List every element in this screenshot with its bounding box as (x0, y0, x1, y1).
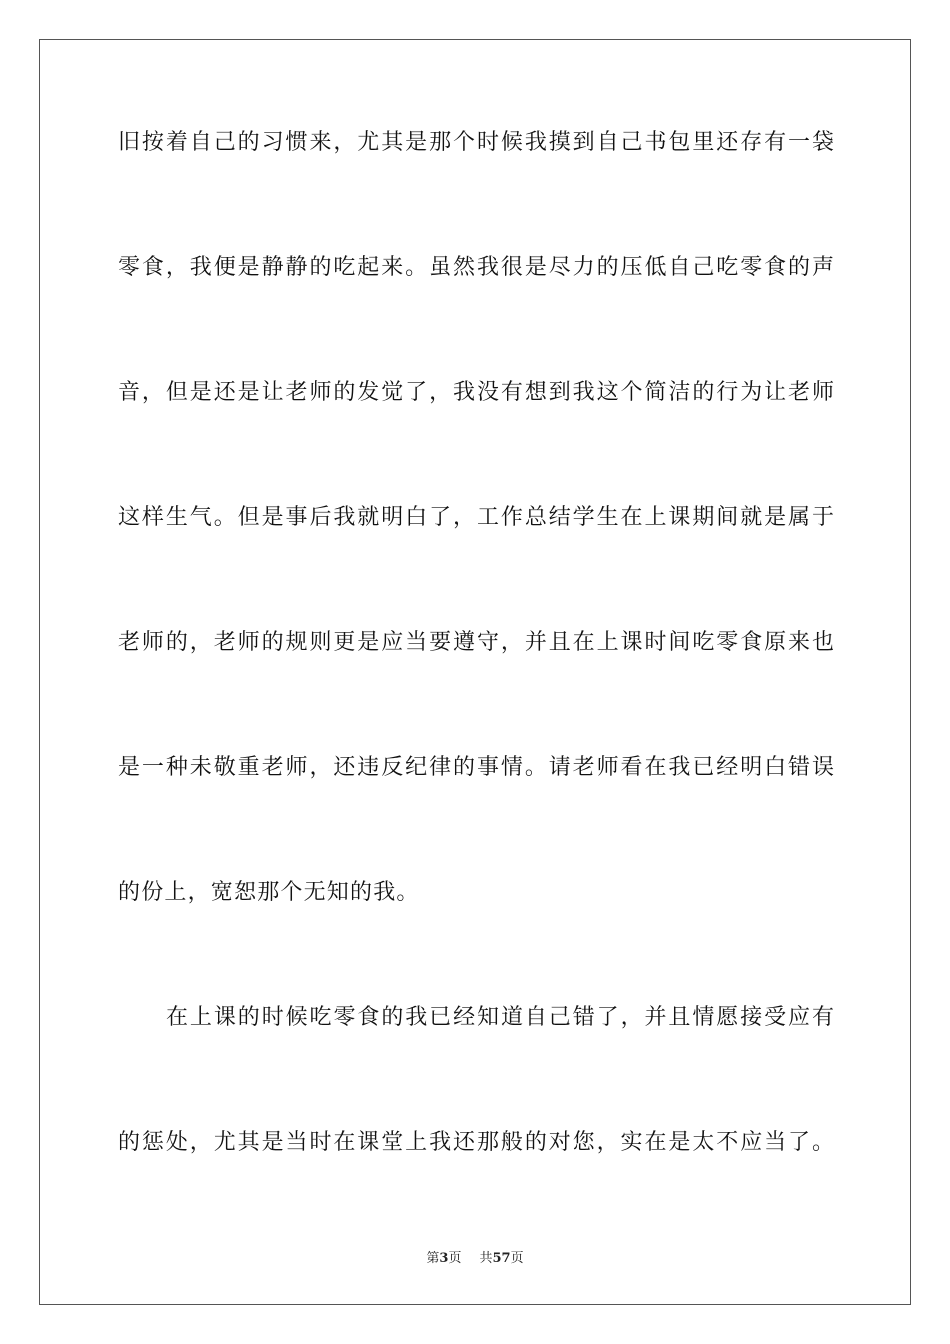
total-prefix: 共 (479, 1251, 493, 1266)
page-prefix: 第 (426, 1251, 440, 1266)
paragraph-line: 这样生气。但是事后我就明白了，工作总结学生在上课期间就是属于 (118, 505, 834, 530)
paragraph-line: 的惩处，尤其是当时在课堂上我还那般的对您，实在是太不应当了。 (118, 1130, 834, 1155)
total-suffix: 页 (510, 1251, 524, 1266)
paragraph-first-line: 在上课的时候吃零食的我已经知道自己错了，并且情愿接受应有 (166, 1005, 834, 1030)
paragraph-line: 零食，我便是静静的吃起来。虽然我很是尽力的压低自己吃零食的声 (118, 255, 834, 280)
paragraph-line: 是一种未敬重老师，还违反纪律的事情。请老师看在我已经明白错误 (118, 755, 834, 780)
page-suffix: 页 (448, 1251, 462, 1266)
paragraph-line: 老师的，老师的规则更是应当要遵守，并且在上课时间吃零食原来也 (118, 630, 834, 655)
paragraph-line: 音，但是还是让老师的发觉了，我没有想到我这个简洁的行为让老师 (118, 380, 834, 405)
total-pages: 57 (492, 1251, 511, 1266)
paragraph-line: 旧按着自己的习惯来，尤其是那个时候我摸到自己书包里还存有一袋 (118, 130, 834, 155)
page-footer (0, 1247, 950, 1266)
page-border (39, 39, 911, 1305)
paragraph-last-line: 的份上，宽恕那个无知的我。 (118, 880, 420, 905)
page-number: 3 (439, 1251, 449, 1266)
